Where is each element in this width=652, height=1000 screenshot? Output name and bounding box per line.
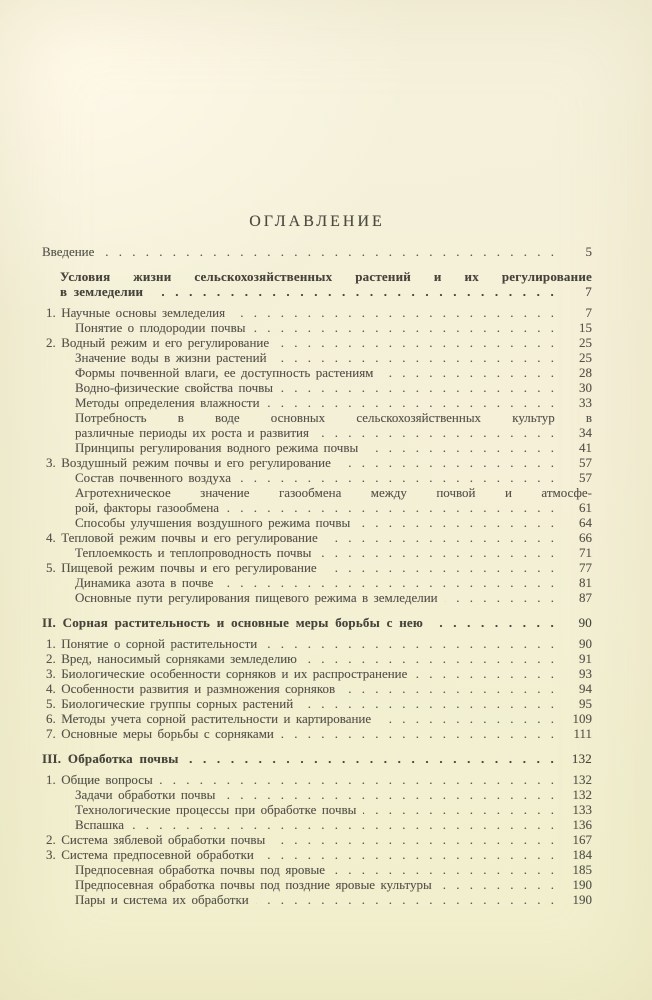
toc-entry — [42, 802, 592, 817]
toc-entry-page-number: 93 — [579, 666, 592, 681]
toc-entry-page-number: 109 — [572, 711, 592, 726]
toc-entry — [42, 847, 592, 862]
toc-entry — [42, 244, 592, 259]
toc-entry-page-number: 95 — [579, 696, 592, 711]
dot-leader — [342, 681, 554, 696]
dot-leader — [430, 615, 554, 630]
toc-entry-label: рой, факторы газообмена — [75, 500, 220, 515]
toc-entry-page-number: 34 — [579, 425, 592, 440]
dot-leader — [318, 545, 554, 560]
toc-entry — [42, 751, 592, 766]
toc-entry-label: в земледелии — [60, 284, 144, 299]
toc-entry — [42, 410, 592, 440]
toc-entry-page-number: 77 — [579, 560, 592, 575]
toc-entry — [42, 350, 592, 365]
toc-entry-page-number: 184 — [572, 847, 592, 862]
toc-entry — [42, 726, 592, 741]
toc-entry-label: 4. Тепловой режим почвы и его регулирование — [46, 530, 318, 545]
dot-leader — [445, 590, 554, 605]
toc-entry-page-number: 41 — [579, 440, 592, 455]
dot-leader — [363, 802, 554, 817]
toc-entry-first-line: Агротехническое значение газообмена между почвой и атмосфе- — [75, 485, 592, 500]
dot-leader — [222, 787, 554, 802]
toc-entry — [42, 455, 592, 470]
dot-leader — [332, 862, 554, 877]
toc-entry-label: 2. Водный режим и его регулирование — [46, 335, 270, 350]
dot-leader — [232, 305, 554, 320]
dot-leader — [186, 751, 554, 766]
dot-leader — [160, 772, 554, 787]
toc-entry-label: 5. Биологические группы сорных растений — [46, 696, 294, 711]
page-title: ОГЛАВЛЕНИЕ — [249, 213, 385, 230]
toc-entry — [42, 832, 592, 847]
toc-entry-page-number: 190 — [572, 877, 592, 892]
toc-entry — [42, 365, 592, 380]
toc-list — [42, 244, 592, 907]
toc-entry — [42, 530, 592, 545]
dot-leader — [274, 350, 554, 365]
toc-entry — [42, 772, 592, 787]
toc-entry-page-number: 57 — [579, 470, 592, 485]
toc-entry — [42, 711, 592, 726]
toc-entry-label: различные периоды их роста и развития — [75, 425, 309, 440]
dot-leader — [365, 440, 554, 455]
dot-leader — [267, 395, 554, 410]
toc-entry-page-number: 111 — [573, 726, 592, 741]
dot-leader — [281, 726, 554, 741]
toc-entry-label: Технологические процессы при обработке почвы — [75, 802, 357, 817]
dot-leader — [276, 335, 554, 350]
dot-leader — [261, 847, 554, 862]
toc-entry-page-number: 66 — [579, 530, 592, 545]
toc-entry-label: Пары и система их обработки — [75, 892, 249, 907]
toc-entry — [42, 305, 592, 320]
toc-entry-page-number: 28 — [579, 365, 592, 380]
toc-entry-page-number: 94 — [579, 681, 592, 696]
toc-entry-page-number: 90 — [579, 636, 592, 651]
toc-entry-page-number: 7 — [585, 284, 592, 299]
toc-entry — [42, 515, 592, 530]
toc-entry-page-number: 136 — [572, 817, 592, 832]
toc-entry-first-line: Потребность в воде основных сельскохозяйственных культур в — [75, 410, 592, 425]
dot-leader — [101, 244, 554, 259]
toc-entry-label: Вспашка — [75, 817, 125, 832]
dot-leader — [357, 515, 554, 530]
dot-leader — [131, 817, 554, 832]
toc-entry-page-number: 30 — [579, 380, 592, 395]
toc-entry — [42, 470, 592, 485]
toc-entry-page-number: 90 — [578, 615, 592, 630]
toc-entry-page-number: 87 — [579, 590, 592, 605]
dot-leader — [272, 832, 554, 847]
toc-entry-page-number: 25 — [579, 335, 592, 350]
toc-entry-label: 4. Особенности развития и размножения сорняков — [46, 681, 336, 696]
toc-entry — [42, 787, 592, 802]
toc-entry-label: Способы улучшения воздушного режима почвы — [75, 515, 351, 530]
toc-entry-page-number: 167 — [572, 832, 592, 847]
dot-leader — [338, 455, 554, 470]
toc-entry-label: 3. Воздушный режим почвы и его регулирование — [46, 455, 331, 470]
toc-entry-label: Основные пути регулирования пищевого режима в земледелии — [75, 590, 438, 605]
dot-leader — [280, 380, 554, 395]
dot-leader — [226, 500, 554, 515]
dot-leader — [325, 530, 554, 545]
dot-leader — [324, 560, 554, 575]
toc-entry — [42, 485, 592, 515]
toc-entry-label: 2. Система зяблевой обработки почвы — [46, 832, 266, 847]
toc-entry-label: Задачи обработки почвы — [75, 787, 216, 802]
dot-leader — [238, 470, 554, 485]
toc-entry-label: 1. Понятие о сорной растительности — [46, 636, 258, 651]
dot-leader — [264, 636, 554, 651]
toc-entry-label: Теплоемкость и теплопроводность почвы — [75, 545, 312, 560]
dot-leader — [300, 696, 554, 711]
toc-entry-page-number: 33 — [579, 395, 592, 410]
toc-entry-label: Динамика азота в почве — [75, 575, 214, 590]
toc-entry-page-number: 185 — [572, 862, 592, 877]
dot-leader — [150, 284, 554, 299]
toc-entry-label: Предпосевная обработка почвы под яровые — [75, 862, 325, 877]
toc-entry-label: Принципы регулирования водного режима почвы — [75, 440, 359, 455]
dot-leader — [414, 666, 554, 681]
toc-entry — [42, 681, 592, 696]
toc-entry-label: Формы почвенной влаги, ее доступность растениям — [75, 365, 374, 380]
dot-leader — [256, 892, 554, 907]
toc-entry — [42, 590, 592, 605]
toc-entry-label: 1. Общие вопросы — [46, 772, 153, 787]
toc-entry-label: 3. Система предпосевной обработки — [46, 847, 254, 862]
toc-entry-page-number: 71 — [579, 545, 592, 560]
toc-entry-first-line: Условия жизни сельскохозяйственных растений и их регулирование — [60, 269, 592, 284]
toc-entry-label: III. Обработка почвы — [42, 751, 179, 766]
dot-leader — [304, 651, 554, 666]
toc-entry-page-number: 57 — [579, 455, 592, 470]
dot-leader — [439, 877, 554, 892]
toc-entry-label: Методы определения влажности — [75, 395, 260, 410]
toc-entry-label: Предпосевная обработка почвы под поздние яровые культуры — [75, 877, 432, 892]
toc-entry — [42, 335, 592, 350]
toc-entry-label: Введение — [42, 244, 95, 259]
dot-leader — [316, 425, 554, 440]
toc-entry-page-number: 91 — [579, 651, 592, 666]
toc-entry — [42, 615, 592, 630]
toc-entry — [42, 320, 592, 335]
toc-entry-label: Водно-физические свойства почвы — [75, 380, 274, 395]
toc-entry — [42, 651, 592, 666]
dot-leader — [252, 320, 554, 335]
toc-entry-label: 5. Пищевой режим почвы и его регулирование — [46, 560, 317, 575]
toc-entry-page-number: 64 — [579, 515, 592, 530]
toc-entry — [42, 545, 592, 560]
toc-entry — [42, 395, 592, 410]
toc-entry-page-number: 15 — [579, 320, 592, 335]
toc-entry-label: 3. Биологические особенности сорняков и их распространение — [46, 666, 408, 681]
toc-entry — [42, 862, 592, 877]
toc-entry-label: 6. Методы учета сорной растительности и картирование — [46, 711, 372, 726]
toc-entry — [42, 380, 592, 395]
toc-entry — [42, 666, 592, 681]
toc-entry — [42, 575, 592, 590]
toc-entry-page-number: 7 — [585, 305, 592, 320]
toc-entry-label: 7. Основные меры борьбы с сорняками — [46, 726, 274, 741]
toc-entry-label: 1. Научные основы земледелия — [46, 305, 226, 320]
toc-entry-page-number: 5 — [585, 244, 592, 259]
toc-entry-page-number: 81 — [579, 575, 592, 590]
toc-entry — [42, 892, 592, 907]
toc-entry — [42, 877, 592, 892]
toc-entry — [42, 636, 592, 651]
toc-entry — [42, 560, 592, 575]
toc-entry-label: Значение воды в жизни растений — [75, 350, 267, 365]
toc-entry-label: 2. Вред, наносимый сорняками земледелию — [46, 651, 297, 666]
dot-leader — [378, 711, 554, 726]
toc-entry-page-number: 190 — [572, 892, 592, 907]
dot-leader — [220, 575, 554, 590]
toc-entry — [42, 696, 592, 711]
toc-entry-page-number: 132 — [572, 772, 592, 787]
toc-entry — [42, 269, 592, 299]
toc-entry-label: II. Сорная растительность и основные меры борьбы с нею — [42, 615, 424, 630]
toc-entry-page-number: 132 — [571, 751, 592, 766]
toc-entry-page-number: 61 — [579, 500, 592, 515]
toc-entry — [42, 817, 592, 832]
toc-entry-page-number: 132 — [572, 787, 592, 802]
dot-leader — [380, 365, 554, 380]
toc-entry-label: Состав почвенного воздуха — [75, 470, 231, 485]
toc-entry-page-number: 25 — [579, 350, 592, 365]
toc-entry-page-number: 133 — [572, 802, 592, 817]
toc-entry-label: Понятие о плодородии почвы — [75, 320, 246, 335]
toc-entry — [42, 440, 592, 455]
